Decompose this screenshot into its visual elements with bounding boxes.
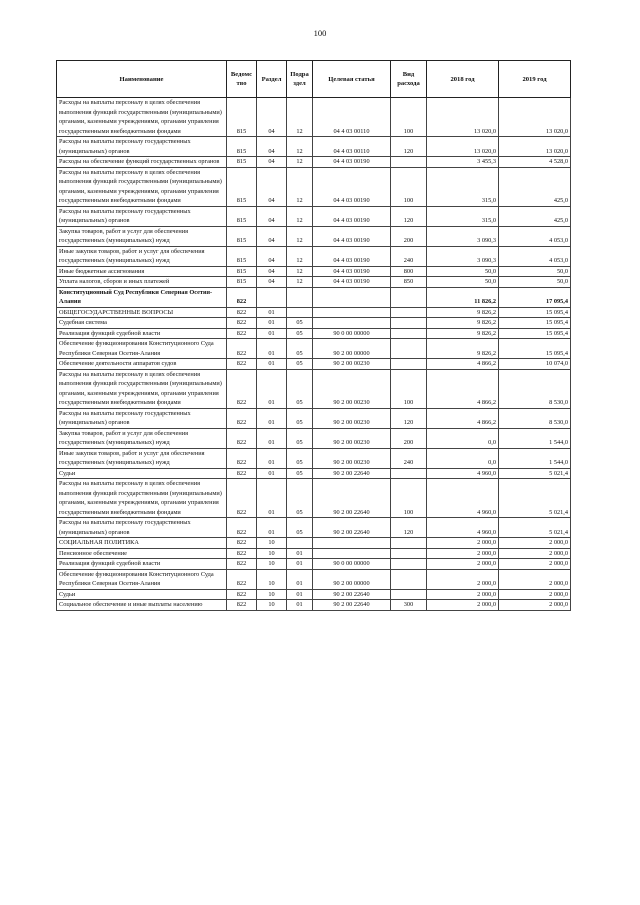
row-subsection: 05	[287, 428, 313, 448]
row-section: 01	[257, 518, 287, 538]
row-expense-type	[391, 339, 427, 359]
row-subsection	[287, 538, 313, 549]
table-row	[57, 369, 571, 408]
row-amount-2019: 50,0	[499, 266, 571, 277]
row-subsection: 05	[287, 339, 313, 359]
row-target-item	[313, 318, 391, 329]
table-row	[57, 339, 571, 359]
table-row	[57, 307, 571, 318]
row-department: 822	[227, 328, 257, 339]
row-section: 10	[257, 559, 287, 570]
row-subsection: 12	[287, 246, 313, 266]
row-expense-type	[391, 287, 427, 307]
row-section: 04	[257, 246, 287, 266]
row-amount-2019: 50,0	[499, 277, 571, 288]
row-amount-2018: 2 000,0	[427, 569, 499, 589]
row-department: 815	[227, 266, 257, 277]
row-target-item: 90 2 00 00230	[313, 428, 391, 448]
row-amount-2019: 13 020,0	[499, 98, 571, 137]
row-expense-type: 240	[391, 246, 427, 266]
row-section: 01	[257, 359, 287, 370]
table-row	[57, 328, 571, 339]
header-subsection: Подра здел	[287, 61, 313, 98]
row-target-item	[313, 307, 391, 318]
row-target-item	[313, 287, 391, 307]
row-amount-2019: 15 095,4	[499, 318, 571, 329]
row-target-item: 04 4 03 00190	[313, 226, 391, 246]
row-amount-2018: 315,0	[427, 167, 499, 206]
row-amount-2018: 2 000,0	[427, 600, 499, 611]
row-expense-type: 120	[391, 206, 427, 226]
row-target-item	[313, 538, 391, 549]
table-row	[57, 318, 571, 329]
row-department: 822	[227, 600, 257, 611]
budget-table	[56, 60, 571, 611]
row-section: 10	[257, 538, 287, 549]
row-expense-type: 850	[391, 277, 427, 288]
row-subsection	[287, 287, 313, 307]
row-subsection: 12	[287, 98, 313, 137]
row-expense-type: 100	[391, 167, 427, 206]
row-name: Иные закупки товаров, работ и услуг для обеспечения государственных (муниципальных) нужд	[57, 246, 227, 266]
row-subsection	[287, 307, 313, 318]
row-expense-type	[391, 359, 427, 370]
row-name: Расходы на выплаты персоналу государственных (муниципальных) органов	[57, 408, 227, 428]
row-subsection: 01	[287, 559, 313, 570]
row-amount-2018: 11 826,2	[427, 287, 499, 307]
table-row	[57, 98, 571, 137]
row-section: 01	[257, 339, 287, 359]
table-row	[57, 468, 571, 479]
row-department: 822	[227, 428, 257, 448]
row-section: 04	[257, 137, 287, 157]
row-amount-2018: 4 960,0	[427, 518, 499, 538]
row-amount-2019: 5 021,4	[499, 468, 571, 479]
row-section: 04	[257, 157, 287, 168]
row-name: Социальное обеспечение и иные выплаты населению	[57, 600, 227, 611]
row-department: 822	[227, 569, 257, 589]
row-subsection: 05	[287, 479, 313, 518]
header-year-2018: 2018 год	[427, 61, 499, 98]
row-subsection: 05	[287, 408, 313, 428]
row-subsection: 05	[287, 359, 313, 370]
row-amount-2018: 3 090,3	[427, 226, 499, 246]
row-department: 815	[227, 246, 257, 266]
row-section: 04	[257, 277, 287, 288]
row-name: Судьи	[57, 589, 227, 600]
table-row	[57, 479, 571, 518]
row-amount-2019: 2 000,0	[499, 538, 571, 549]
table-row	[57, 408, 571, 428]
row-section: 10	[257, 569, 287, 589]
row-expense-type	[391, 318, 427, 329]
row-section: 04	[257, 206, 287, 226]
row-expense-type	[391, 328, 427, 339]
table-row	[57, 448, 571, 468]
row-amount-2018: 0,0	[427, 448, 499, 468]
row-target-item: 90 0 00 00000	[313, 328, 391, 339]
row-name: Обеспечение деятельности аппаратов судов	[57, 359, 227, 370]
row-target-item: 90 2 00 22640	[313, 600, 391, 611]
row-amount-2019: 15 095,4	[499, 307, 571, 318]
row-department: 822	[227, 538, 257, 549]
row-target-item: 90 2 00 00230	[313, 369, 391, 408]
row-target-item: 04 4 03 00190	[313, 266, 391, 277]
table-row	[57, 559, 571, 570]
row-target-item: 04 4 03 00190	[313, 206, 391, 226]
row-target-item: 90 0 00 00000	[313, 559, 391, 570]
row-department: 822	[227, 287, 257, 307]
row-subsection: 01	[287, 600, 313, 611]
row-amount-2019: 425,0	[499, 167, 571, 206]
table-row	[57, 277, 571, 288]
page-number: 100	[313, 28, 327, 38]
table-row	[57, 548, 571, 559]
row-amount-2019: 13 020,0	[499, 137, 571, 157]
row-amount-2018: 9 826,2	[427, 318, 499, 329]
row-department: 822	[227, 369, 257, 408]
row-department: 822	[227, 318, 257, 329]
row-subsection: 12	[287, 277, 313, 288]
table-row	[57, 137, 571, 157]
row-amount-2018: 2 000,0	[427, 548, 499, 559]
row-name: Закупка товаров, работ и услуг для обеспечения государственных (муниципальных) нужд	[57, 428, 227, 448]
row-amount-2018: 4 960,0	[427, 479, 499, 518]
row-section: 01	[257, 428, 287, 448]
row-amount-2018: 4 960,0	[427, 468, 499, 479]
row-amount-2019: 4 053,0	[499, 226, 571, 246]
row-amount-2018: 315,0	[427, 206, 499, 226]
row-section: 01	[257, 408, 287, 428]
row-name: Реализация функций судебной власти	[57, 328, 227, 339]
row-name: Расходы на выплаты персоналу государственных (муниципальных) органов	[57, 518, 227, 538]
row-amount-2019: 425,0	[499, 206, 571, 226]
row-target-item: 04 4 03 00110	[313, 137, 391, 157]
row-name: Пенсионное обеспечение	[57, 548, 227, 559]
table-row	[57, 359, 571, 370]
row-section: 04	[257, 266, 287, 277]
row-name: Иные закупки товаров, работ и услуг для обеспечения государственных (муниципальных) нужд	[57, 448, 227, 468]
row-subsection: 05	[287, 518, 313, 538]
row-expense-type: 240	[391, 448, 427, 468]
row-target-item: 04 4 03 00190	[313, 157, 391, 168]
row-amount-2018: 0,0	[427, 428, 499, 448]
row-name: Закупка товаров, работ и услуг для обеспечения государственных (муниципальных) нужд	[57, 226, 227, 246]
table-row	[57, 600, 571, 611]
row-amount-2019: 1 544,0	[499, 448, 571, 468]
row-target-item: 04 4 03 00190	[313, 167, 391, 206]
table-row	[57, 157, 571, 168]
row-expense-type: 200	[391, 226, 427, 246]
row-amount-2018: 50,0	[427, 277, 499, 288]
table-row	[57, 538, 571, 549]
row-department: 822	[227, 359, 257, 370]
row-amount-2018: 13 020,0	[427, 137, 499, 157]
row-amount-2019: 5 021,4	[499, 518, 571, 538]
row-amount-2019: 5 021,4	[499, 479, 571, 518]
table-row	[57, 287, 571, 307]
row-name: Уплата налогов, сборов и иных платежей	[57, 277, 227, 288]
row-amount-2018: 4 866,2	[427, 408, 499, 428]
row-amount-2018: 2 000,0	[427, 589, 499, 600]
row-name: Расходы на выплаты персоналу государственных (муниципальных) органов	[57, 137, 227, 157]
row-amount-2018: 9 826,2	[427, 339, 499, 359]
row-subsection: 05	[287, 448, 313, 468]
row-name: Иные бюджетные ассигнования	[57, 266, 227, 277]
row-amount-2018: 4 866,2	[427, 359, 499, 370]
row-name: Конституционный Суд Республики Северная Осетия-Алания	[57, 287, 227, 307]
row-subsection: 01	[287, 589, 313, 600]
row-amount-2019: 2 000,0	[499, 569, 571, 589]
row-target-item: 90 2 00 22640	[313, 518, 391, 538]
row-expense-type: 300	[391, 600, 427, 611]
row-name: СОЦИАЛЬНАЯ ПОЛИТИКА	[57, 538, 227, 549]
row-section: 01	[257, 479, 287, 518]
row-department: 822	[227, 548, 257, 559]
row-target-item: 90 2 00 00230	[313, 408, 391, 428]
row-amount-2018: 3 090,3	[427, 246, 499, 266]
row-amount-2018: 13 020,0	[427, 98, 499, 137]
row-expense-type: 200	[391, 428, 427, 448]
row-department: 815	[227, 157, 257, 168]
table-row	[57, 226, 571, 246]
header-target-item: Целевая статья	[313, 61, 391, 98]
row-subsection: 01	[287, 548, 313, 559]
row-amount-2019: 17 095,4	[499, 287, 571, 307]
row-department: 815	[227, 206, 257, 226]
row-amount-2018: 2 000,0	[427, 559, 499, 570]
row-name: Расходы на выплаты персоналу в целях обеспечения выполнения функций государственными (муниципальными) органами, казенными учреждениями, органами управления государственными внебюджетными фондами	[57, 98, 227, 137]
table-row	[57, 589, 571, 600]
row-amount-2019: 1 544,0	[499, 428, 571, 448]
row-amount-2019: 15 095,4	[499, 339, 571, 359]
header-section: Раздел	[257, 61, 287, 98]
row-amount-2019: 8 530,0	[499, 369, 571, 408]
row-section: 01	[257, 468, 287, 479]
row-amount-2018: 9 826,2	[427, 328, 499, 339]
table-header-row	[57, 61, 571, 98]
row-target-item: 90 2 00 22640	[313, 589, 391, 600]
row-target-item: 90 2 00 00230	[313, 448, 391, 468]
row-name: Судебная система	[57, 318, 227, 329]
row-section: 10	[257, 548, 287, 559]
header-department: Ведомс тво	[227, 61, 257, 98]
row-amount-2019: 2 000,0	[499, 600, 571, 611]
row-target-item: 90 2 00 22640	[313, 468, 391, 479]
row-expense-type	[391, 307, 427, 318]
row-department: 815	[227, 137, 257, 157]
row-subsection: 12	[287, 157, 313, 168]
row-expense-type: 120	[391, 518, 427, 538]
table-row	[57, 246, 571, 266]
row-section: 10	[257, 589, 287, 600]
row-amount-2019: 4 528,0	[499, 157, 571, 168]
row-name: ОБЩЕГОСУДАРСТВЕННЫЕ ВОПРОСЫ	[57, 307, 227, 318]
table-row	[57, 266, 571, 277]
row-department: 822	[227, 339, 257, 359]
row-expense-type	[391, 538, 427, 549]
row-subsection: 05	[287, 318, 313, 329]
table-row	[57, 569, 571, 589]
row-expense-type: 800	[391, 266, 427, 277]
row-subsection: 01	[287, 569, 313, 589]
row-name: Расходы на обеспечение функций государственных органов	[57, 157, 227, 168]
header-year-2019: 2019 год	[499, 61, 571, 98]
row-target-item: 90 2 00 22640	[313, 479, 391, 518]
row-amount-2018: 50,0	[427, 266, 499, 277]
row-amount-2019: 10 074,0	[499, 359, 571, 370]
row-department: 815	[227, 167, 257, 206]
row-subsection: 05	[287, 468, 313, 479]
row-expense-type: 100	[391, 98, 427, 137]
row-subsection: 05	[287, 369, 313, 408]
row-target-item: 04 4 03 00190	[313, 246, 391, 266]
table-row	[57, 518, 571, 538]
row-section: 01	[257, 318, 287, 329]
row-department: 815	[227, 98, 257, 137]
row-department: 822	[227, 518, 257, 538]
row-department: 815	[227, 277, 257, 288]
row-amount-2019: 2 000,0	[499, 548, 571, 559]
row-amount-2019: 8 530,0	[499, 408, 571, 428]
row-expense-type: 100	[391, 479, 427, 518]
row-target-item: 04 4 03 00110	[313, 98, 391, 137]
row-target-item: 04 4 03 00190	[313, 277, 391, 288]
row-department: 822	[227, 589, 257, 600]
row-target-item: 90 2 00 00000	[313, 339, 391, 359]
row-department: 822	[227, 448, 257, 468]
row-subsection: 12	[287, 206, 313, 226]
row-target-item: 90 2 00 00000	[313, 569, 391, 589]
row-expense-type	[391, 569, 427, 589]
row-subsection: 05	[287, 328, 313, 339]
table-row	[57, 167, 571, 206]
row-department: 822	[227, 468, 257, 479]
row-department: 815	[227, 226, 257, 246]
row-section: 04	[257, 167, 287, 206]
header-expense-type: Вид расхода	[391, 61, 427, 98]
row-subsection: 12	[287, 137, 313, 157]
row-target-item	[313, 548, 391, 559]
table-row	[57, 206, 571, 226]
row-amount-2018: 9 826,2	[427, 307, 499, 318]
row-amount-2018: 3 455,3	[427, 157, 499, 168]
row-target-item: 90 2 00 00230	[313, 359, 391, 370]
row-section: 01	[257, 448, 287, 468]
row-department: 822	[227, 307, 257, 318]
row-department: 822	[227, 559, 257, 570]
row-expense-type	[391, 589, 427, 600]
table-row	[57, 428, 571, 448]
header-name: Наименование	[57, 61, 227, 98]
row-amount-2019: 2 000,0	[499, 559, 571, 570]
row-expense-type	[391, 468, 427, 479]
row-section: 01	[257, 307, 287, 318]
row-amount-2019: 2 000,0	[499, 589, 571, 600]
row-amount-2019: 15 095,4	[499, 328, 571, 339]
row-section: 01	[257, 328, 287, 339]
row-name: Расходы на выплаты персоналу в целях обеспечения выполнения функций государственными (муниципальными) органами, казенными учреждениями, органами управления государственными внебюджетными фондами	[57, 167, 227, 206]
row-amount-2018: 4 866,2	[427, 369, 499, 408]
row-subsection: 12	[287, 226, 313, 246]
row-name: Расходы на выплаты персоналу в целях обеспечения выполнения функций государственными (муниципальными) органами, казенными учреждениями, органами управления государственными внебюджетными фондами	[57, 369, 227, 408]
row-name: Расходы на выплаты персоналу государственных (муниципальных) органов	[57, 206, 227, 226]
row-expense-type	[391, 548, 427, 559]
row-subsection: 12	[287, 167, 313, 206]
row-department: 822	[227, 408, 257, 428]
row-section: 04	[257, 226, 287, 246]
row-amount-2019: 4 053,0	[499, 246, 571, 266]
row-section	[257, 287, 287, 307]
row-expense-type: 120	[391, 137, 427, 157]
row-expense-type: 100	[391, 369, 427, 408]
row-name: Расходы на выплаты персоналу в целях обеспечения выполнения функций государственными (муниципальными) органами, казенными учреждениями, органами управления государственными внебюджетными фондами	[57, 479, 227, 518]
row-section: 04	[257, 98, 287, 137]
row-name: Судьи	[57, 468, 227, 479]
row-section: 01	[257, 369, 287, 408]
row-section: 10	[257, 600, 287, 611]
row-expense-type: 120	[391, 408, 427, 428]
row-name: Обеспечение функционирования Конституционного Суда Республики Северная Осетия-Алания	[57, 569, 227, 589]
row-name: Реализация функций судебной власти	[57, 559, 227, 570]
row-department: 822	[227, 479, 257, 518]
row-subsection: 12	[287, 266, 313, 277]
row-expense-type	[391, 559, 427, 570]
row-expense-type	[391, 157, 427, 168]
row-amount-2018: 2 000,0	[427, 538, 499, 549]
row-name: Обеспечение функционирования Конституционного Суда Республики Северная Осетия-Алания	[57, 339, 227, 359]
